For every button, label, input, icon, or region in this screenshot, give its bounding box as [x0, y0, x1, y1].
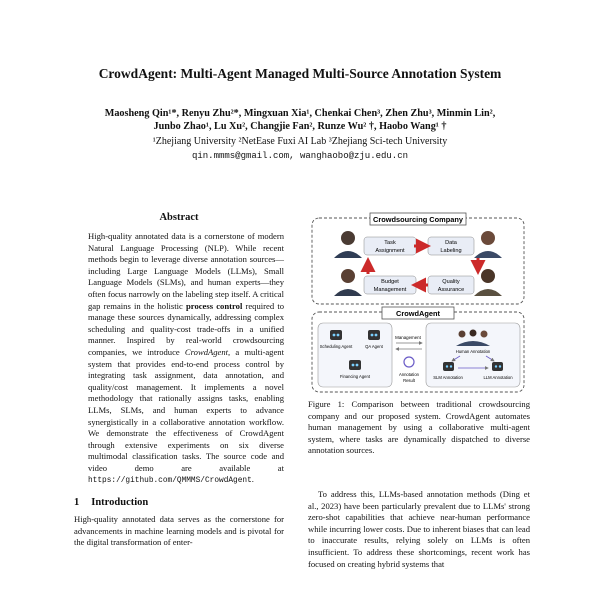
figure-diagram — [310, 212, 528, 394]
abstract-text-3: , a multi-agent system that provides end-to-end process control by integrating task assignment, data annotation, and quality/cost management. It implements a novel methodology that rationally assigns tasks, enabling LLMs, SLMs, and human experts to advance synergistically in a collaborative annotation workflow. We demonstrate the effectiveness of CrowdAgent through extensive experiments on six diverse multimodal classification tasks. The source code and video demo are available at — [88, 346, 284, 473]
affiliations: ¹Zhejiang University ²NetEase Fuxi AI Lab ³Zhejiang Sci-tech University — [152, 136, 448, 147]
quality-assurance-label-2: Assurance — [437, 287, 465, 293]
figure-caption: Figure 1: Comparison between traditional crowdsourcing company and our proposed system. CrowdAgent automates human management by using a collaborative multi-agent system, where tasks are dynamically dispatched to diverse annotation sources. — [308, 399, 530, 456]
section-title: Introduction — [91, 497, 149, 509]
authors-line-1: Maosheng Qin¹*, Renyu Zhu²*, Mingxuan Xia¹, Chenkai Chen³, Zhen Zhu³, Minmin Lin², — [104, 108, 496, 119]
management-label: Management — [395, 335, 421, 340]
financing-agent-label: Financing Agent — [339, 374, 371, 379]
annotation-result-label-2: Result — [403, 378, 415, 383]
section-heading-introduction — [74, 497, 284, 508]
budget-management-label-2: Management — [373, 287, 407, 293]
llm-annotation-label: LLM Annotation — [483, 375, 513, 380]
annotation-result-label-1: Annotation — [398, 372, 420, 377]
figure-1 — [310, 212, 528, 394]
robot-icon — [492, 362, 503, 371]
data-labeling-label-1: Data — [445, 240, 457, 246]
section-number: 1 — [74, 497, 80, 509]
scheduling-agent-label: Scheduling Agent — [319, 344, 353, 349]
author-emails: qin.mmms@gmail.com, wanghaobo@zju.edu.cn — [191, 151, 409, 161]
crowdsourcing-title: Crowdsourcing Company — [373, 215, 463, 224]
author-list — [40, 107, 560, 133]
task-assignment-label-1: Task — [384, 240, 396, 246]
abstract-heading: Abstract — [159, 212, 199, 223]
abstract-text-2: required to manage these sources dynamically, addressing complex scheduling and quality-cost trade-offs in a unified manner. Inspired by real-world crowdsourcing companies, we introduce — [88, 300, 284, 357]
task-assignment-label-2: Assignment — [375, 248, 405, 254]
authors-line-2: Junbo Zhao¹, Lu Xu², Changjie Fan², Runze Wu² †, Haobo Wang¹ † — [153, 121, 447, 132]
abstract-bold-term: process control — [186, 300, 243, 311]
abstract-body — [88, 231, 284, 488]
budget-management-label-1: Budget — [381, 279, 399, 285]
paper-title: CrowdAgent: Multi-Agent Managed Multi-Source Annotation System — [98, 66, 502, 81]
robot-icon — [368, 330, 380, 340]
robot-icon — [443, 362, 454, 371]
abstract-system-name: CrowdAgent — [184, 346, 229, 357]
human-annotation-label: Human Annotation — [455, 349, 491, 354]
qa-agent-label: QA Agent — [365, 344, 383, 349]
robot-icon — [330, 330, 342, 340]
robot-icon — [349, 360, 361, 370]
slm-annotation-label: SLM Annotation — [433, 375, 463, 380]
intro-right-paragraph: To address this, LLMs-based annotation methods (Ding et al., 2023) have been particularly prevalent due to LLMs' strong zero-shot capabilities that achieve near-human performance while incurring lower costs. Due to inherent biases that can lead to inaccurate results, relying solely on LLMs is often insufficient. To address these shortcomings, recent work has focused on creating hybrid systems that — [308, 488, 530, 569]
quality-assurance-label-1: Quality — [442, 279, 460, 285]
abstract-text-1: High-quality annotated data is a cornerstone of modern Natural Language Processing (NLP). While recent methods begin to leverage diverse annotation sources—including Large Language Models (LLMs), Small Language Models (SLMs), and human experts—they often focus narrowly on the labeling step itself. A critical gap remains in the holistic — [88, 231, 284, 311]
crowdagent-title: CrowdAgent — [396, 309, 440, 318]
left-column — [74, 212, 284, 549]
right-column — [308, 212, 530, 570]
introduction-text: High-quality annotated data serves as the cornerstone for advancements in machine learning models and is pivotal for the digital transformation of enter- — [74, 514, 284, 548]
abstract-text-4: . — [251, 474, 254, 485]
abstract-repo-link[interactable]: https://github.com/QMMMS/CrowdAgent — [88, 477, 252, 486]
data-labeling-label-2: Labeling — [440, 248, 462, 254]
